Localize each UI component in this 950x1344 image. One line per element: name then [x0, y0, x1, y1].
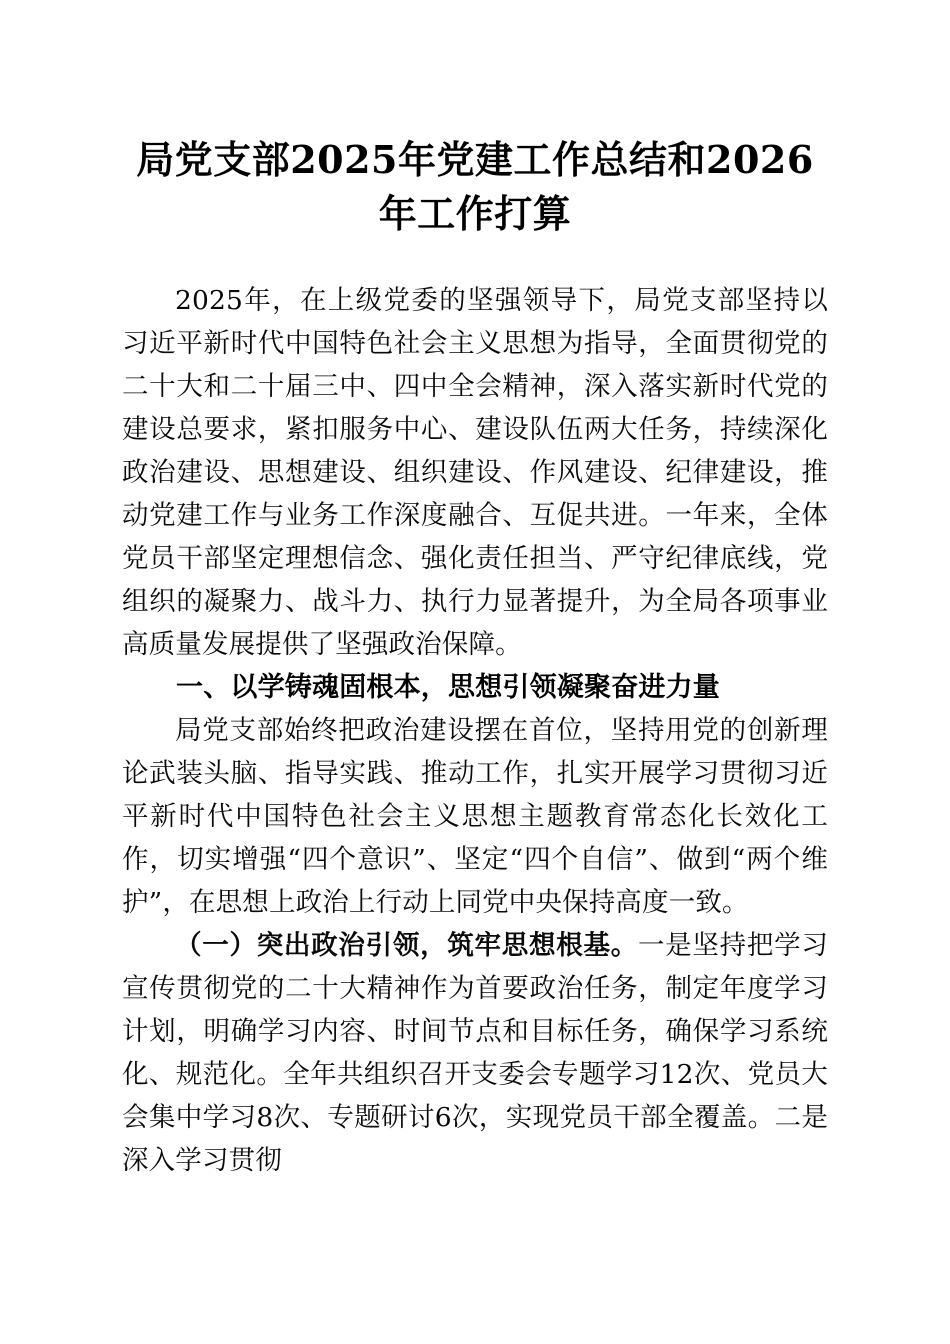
section-heading-one: 一、以学铸魂固根本，思想引领凝聚奋进力量	[176, 672, 720, 702]
page-body	[122, 0, 828, 1182]
subsection-one-lead: （一）突出政治引领，筑牢思想根基。	[175, 930, 638, 961]
intro-paragraph: 2025年，在上级党委的坚强领导下，局党支部坚持以习近平新时代中国特色社会主义思想为指导，全面贯彻党的二十大和二十届三中、四中全会精神，深入落实新时代党的建设总要求，紧扣服务中心、建设队伍两大任务，持续深化政治建设、思想建设、组织建设、作风建设、纪律建设，推动党建工作与业务工作深度融合、互促共进。一年来，全体党员干部坚定理想信念、强化责任担当、严守纪律底线，党组织的凝聚力、战斗力、执行力显著提升，为全局各项事业高质量发展提供了坚强政治保障。	[122, 285, 828, 660]
title-spacer	[122, 241, 828, 279]
page-title: 局党支部2025年党建工作总结和2026年工作打算	[136, 137, 814, 236]
section-one-paragraph: 局党支部始终把政治建设摆在首位，坚持用党的创新理论武装头脑、指导实践、推动工作，扎实开展学习贯彻习近平新时代中国特色社会主义思想主题教育常态化长效化工作，切实增强“四个意识”、坚定“四个自信”、做到“两个维护”，在思想上政治上行动上同党中央保持高度一致。	[122, 715, 828, 918]
subsection-one-body: 一是坚持把学习宣传贯彻党的二十大精神作为首要政治任务，制定年度学习计划，明确学习内容、时间节点和目标任务，确保学习系统化、规范化。全年共组织召开支委会专题学习12次、党员大会集中学习8次、专题研讨6次，实现党员干部全覆盖。二是深入学习贯彻	[122, 930, 828, 1176]
subsection-one-paragraph	[122, 924, 828, 1182]
